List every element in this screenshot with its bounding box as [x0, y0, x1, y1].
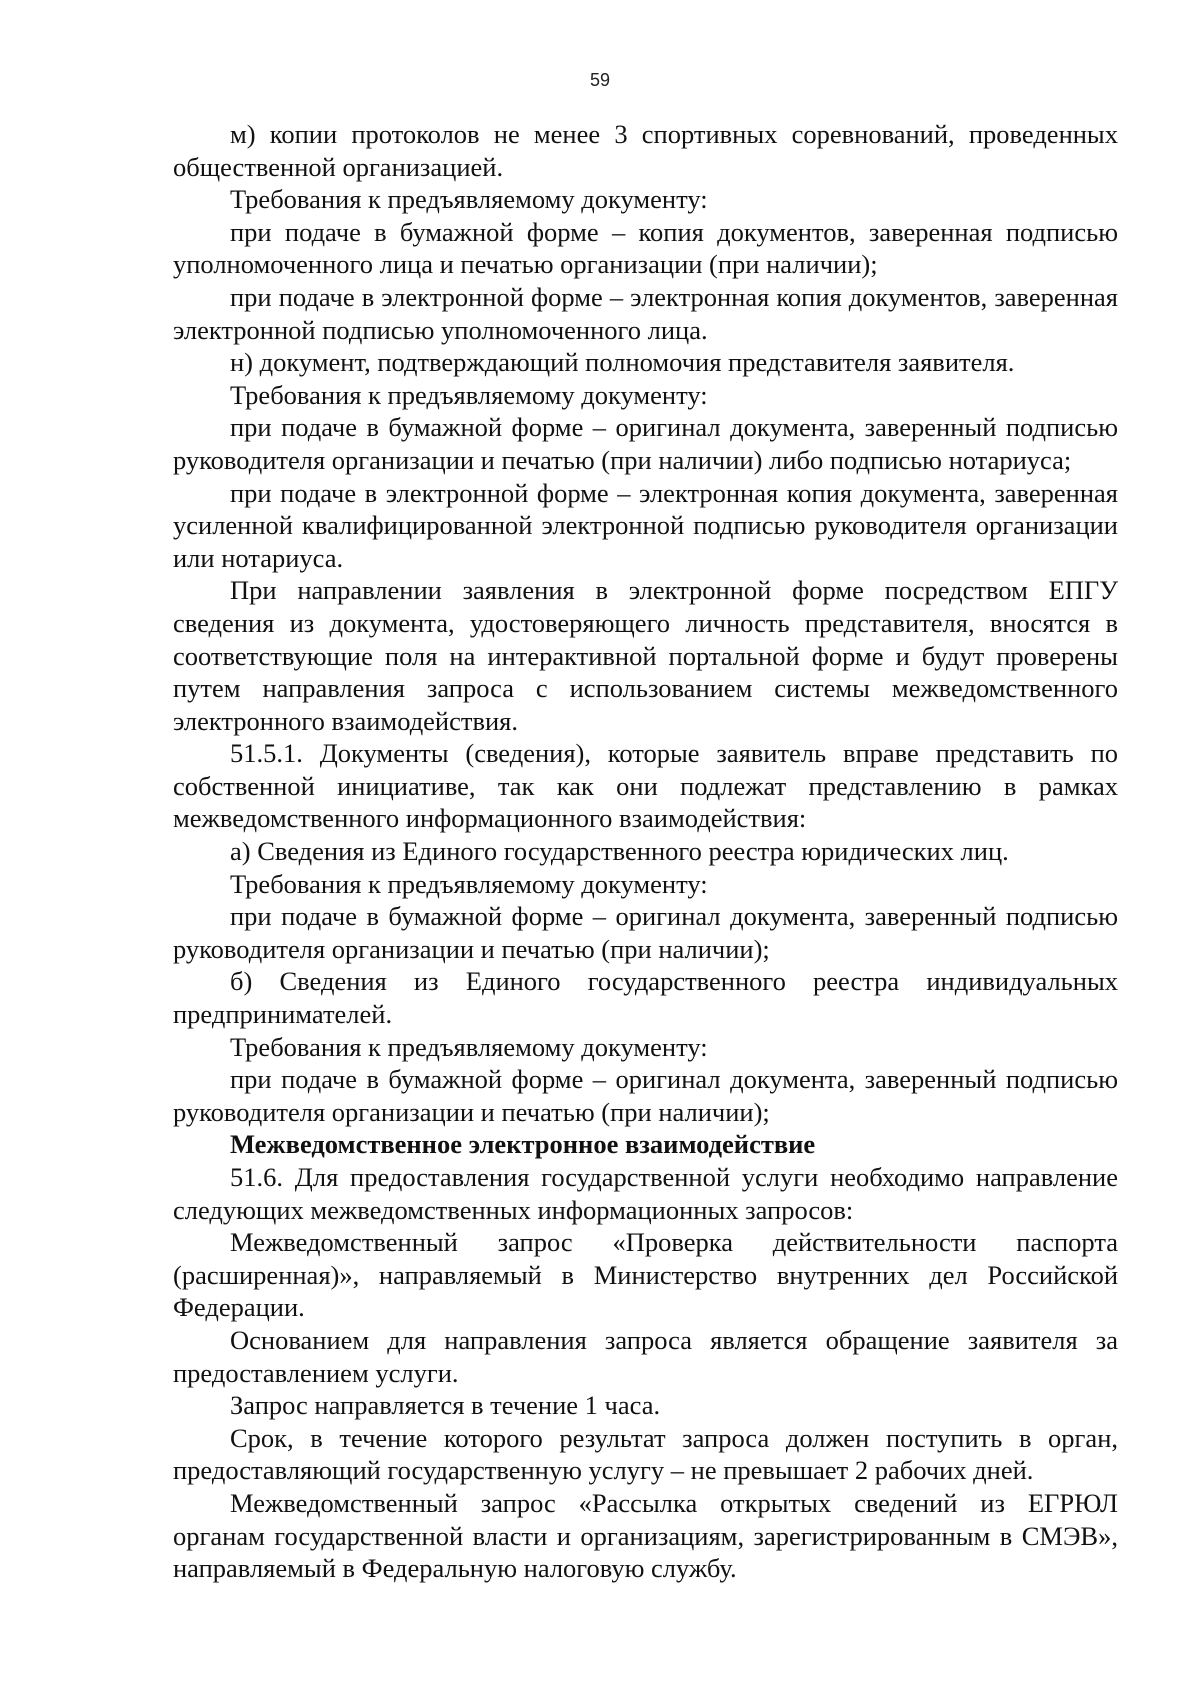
paragraph-requirements: Требования к предъявляемому документу:: [230, 1031, 708, 1062]
paragraph-electronic-form: при подаче в электронной форме – электронная копия документа, заверенная усиленной квалифицированной электронной подписью руководителя организации или нотариуса.: [173, 477, 1118, 573]
paragraph-b-egrip: б) Сведения из Единого государственного реестра индивидуальных предпринимателей.: [173, 966, 1118, 1030]
paragraph-paper-form: при подаче в бумажной форме – оригинал документа, заверенный подписью руководителя организации и печатью (при наличии);: [173, 1064, 1118, 1127]
paragraph-request-timing: Запрос направляется в течение 1 часа.: [230, 1390, 661, 1421]
paragraph-egrul-request: Межведомственный запрос «Рассылка открытых сведений из ЕГРЮЛ органам государственной власти и организациям, зарегистрированным в СМЭВ», направляемый в Федеральную налоговую службу.: [173, 1487, 1118, 1584]
paragraph-a-egrul: а) Сведения из Единого государственного реестра юридических лиц.: [230, 836, 1009, 867]
paragraph-electronic-form: при подаче в электронной форме – электронная копия документов, заверенная электронной подписью уполномоченного лица.: [173, 281, 1118, 345]
paragraph-paper-form: при подаче в бумажной форме – оригинал документа, заверенный подписью руководителя организации и печатью (при наличии) либо подписью нотариуса;: [173, 412, 1118, 475]
paragraph-request-basis: Основанием для направления запроса является обращение заявителя за предоставлением услуги.: [173, 1324, 1118, 1388]
paragraph-requirements: Требования к предъявляемому документу:: [230, 184, 708, 215]
paragraph-requirements: Требования к предъявляемому документу:: [230, 868, 708, 899]
paragraph-m-protocols: м) копии протоколов не менее 3 спортивных соревнований, проведенных общественной организацией.: [173, 119, 1118, 182]
paragraph-paper-form: при подаче в бумажной форме – копия документов, заверенная подписью уполномоченного лица и печатью организации (при наличии);: [173, 216, 1118, 280]
page-number: 59: [589, 70, 611, 90]
paragraph-51-5-1: 51.5.1. Документы (сведения), которые заявитель вправе представить по собственной инициативе, так как они подлежат представлению в рамках межведомственного информационного взаимодействия:: [173, 738, 1118, 834]
paragraph-passport-request: Межведомственный запрос «Проверка действительности паспорта (расширенная)», направляемый в Министерство внутренних дел Российской Федерации.: [173, 1227, 1118, 1323]
paragraph-response-deadline: Срок, в течение которого результат запроса должен поступить в орган, предоставляющий государственную услугу – не превышает 2 рабочих дней.: [173, 1422, 1118, 1486]
paragraph-requirements: Требования к предъявляемому документу:: [230, 379, 708, 410]
paragraph-epgu-submission: При направлении заявления в электронной форме посредством ЕПГУ сведения из документа, удостоверяющего личность представителя, вносятся в соответствующие поля на интерактивной портальной форме и будут проверены путем направления запроса с использованием системы межведомственного электронного взаимодействия.: [173, 575, 1118, 736]
paragraph-paper-form: при подаче в бумажной форме – оригинал документа, заверенный подписью руководителя организации и печатью (при наличии);: [173, 901, 1118, 964]
paragraph-n-authority-document: н) документ, подтверждающий полномочия представителя заявителя.: [230, 347, 1015, 378]
paragraph-51-6: 51.6. Для предоставления государственной услуги необходимо направление следующих межведомственных информационных запросов:: [173, 1162, 1118, 1225]
section-heading: Межведомственное электронное взаимодействие: [230, 1129, 816, 1160]
document-body: [173, 118, 1118, 1585]
